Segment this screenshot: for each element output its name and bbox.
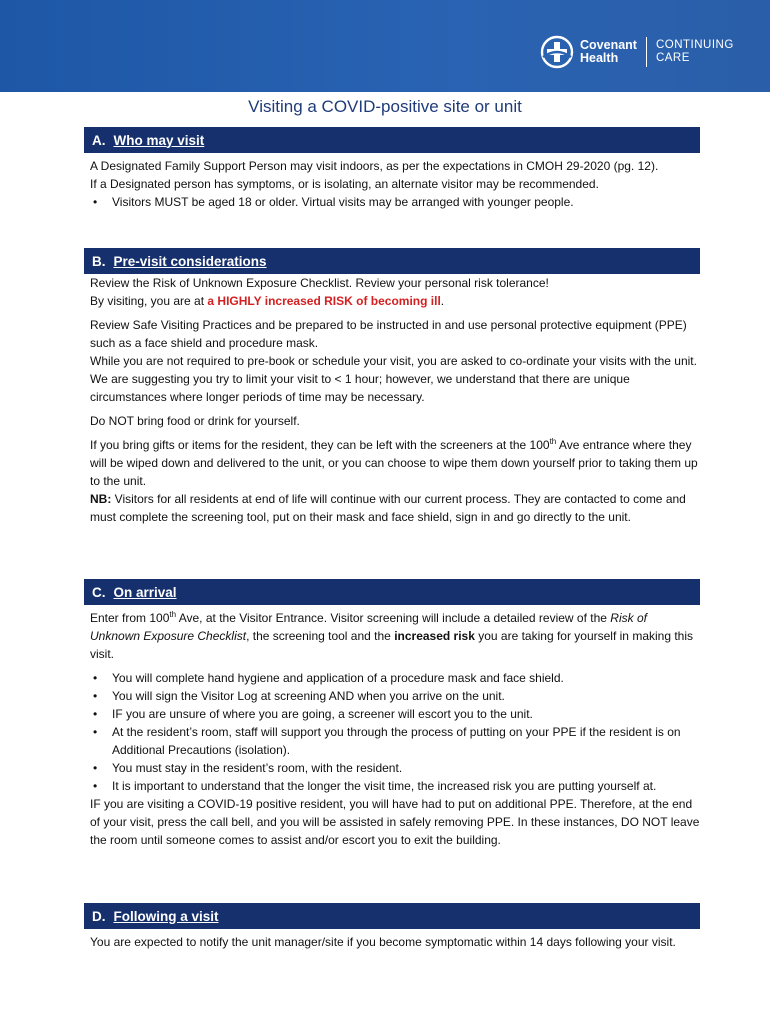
section-a-content <box>90 157 700 211</box>
section-d-content <box>90 933 700 951</box>
paragraph: While you are not required to pre-book or schedule your visit, you are asked to co-ordinate your visits with the unit. <box>90 354 697 368</box>
list-item: • You will sign the Visitor Log at screening AND when you arrive on the unit. <box>112 687 700 705</box>
section-d-heading: D. Following a visit <box>84 903 700 929</box>
paragraph: Review the Risk of Unknown Exposure Checklist. Review your personal risk tolerance! <box>90 276 549 290</box>
paragraph: By visiting, you are at a HIGHLY increased RISK of becoming ill. <box>90 294 445 308</box>
covenant-cross-icon <box>540 35 574 69</box>
section-a-heading: A. Who may visit <box>84 127 700 153</box>
logo-divider <box>646 37 647 67</box>
section-b-heading: B. Pre-visit considerations <box>84 248 700 274</box>
paragraph: You are expected to notify the unit manager/site if you become symptomatic within 14 days following your visit. <box>90 935 676 949</box>
paragraph: A Designated Family Support Person may visit indoors, as per the expectations in CMOH 29-2020 (pg. 12). <box>90 159 659 173</box>
paragraph: NB: Visitors for all residents at end of life will continue with our current process. They are contacted to come and must complete the screening tool, put on their mask and face shield, sign in and go directly to the unit. <box>90 492 686 524</box>
paragraph: Enter from 100th Ave, at the Visitor Entrance. Visitor screening will include a detailed review of the Risk of Unknown Exposure Checklist, the screening tool and the increased risk you are taking for yourself in making this visit. <box>90 610 694 661</box>
bullet-list <box>90 669 700 795</box>
list-item: • You will complete hand hygiene and application of a procedure mask and face shield. <box>112 669 700 687</box>
paragraph: We are suggesting you try to limit your visit to < 1 hour; however, we understand that there are unique circumstances where longer periods of time may be necessary. <box>90 372 630 404</box>
list-item: • It is important to understand that the longer the visit time, the increased risk you are putting yourself at. <box>112 777 700 795</box>
logo-subtitle: CONTINUING CARE <box>655 39 734 64</box>
logo-name: Covenant Health <box>580 38 637 65</box>
header-banner <box>0 0 770 92</box>
paragraph: IF you are visiting a COVID-19 positive resident, you will have had to put on additional PPE. Therefore, at the end of your visit, press the call bell, and you will be assisted in safely removing PPE. In these instances, DO NOT leave the room until someone comes to assist and/or escort you to exit the building. <box>90 797 700 847</box>
list-item: • At the resident’s room, staff will support you through the process of putting on your PPE if the resident is on Additional Precautions (isolation). <box>112 723 700 759</box>
paragraph: If a Designated person has symptoms, or is isolating, an alternate visitor may be recommended. <box>90 177 599 191</box>
list-item: • Visitors MUST be aged 18 or older. Virtual visits may be arranged with younger people. <box>112 193 700 211</box>
document-title: Visiting a COVID-positive site or unit <box>248 97 522 116</box>
section-c-heading: C. On arrival <box>84 579 700 605</box>
list-item: • IF you are unsure of where you are going, a screener will escort you to the unit. <box>112 705 700 723</box>
paragraph: Do NOT bring food or drink for yourself. <box>90 414 300 428</box>
list-item: • You must stay in the resident’s room, with the resident. <box>112 759 700 777</box>
covenant-health-logo <box>540 32 734 72</box>
risk-warning: a HIGHLY increased RISK of becoming ill <box>207 294 441 308</box>
paragraph: If you bring gifts or items for the resident, they can be left with the screeners at the 100th Ave entrance where they will be wiped down and delivered to the unit, or you can choose to wipe them down yourself prior to taking them up to the unit. <box>90 437 698 488</box>
section-c-content <box>90 609 700 849</box>
bullet-list <box>90 193 700 211</box>
section-b-content <box>90 274 700 526</box>
paragraph: Review Safe Visiting Practices and be prepared to be instructed in and use personal protective equipment (PPE) such as a face shield and procedure mask. <box>90 318 687 350</box>
